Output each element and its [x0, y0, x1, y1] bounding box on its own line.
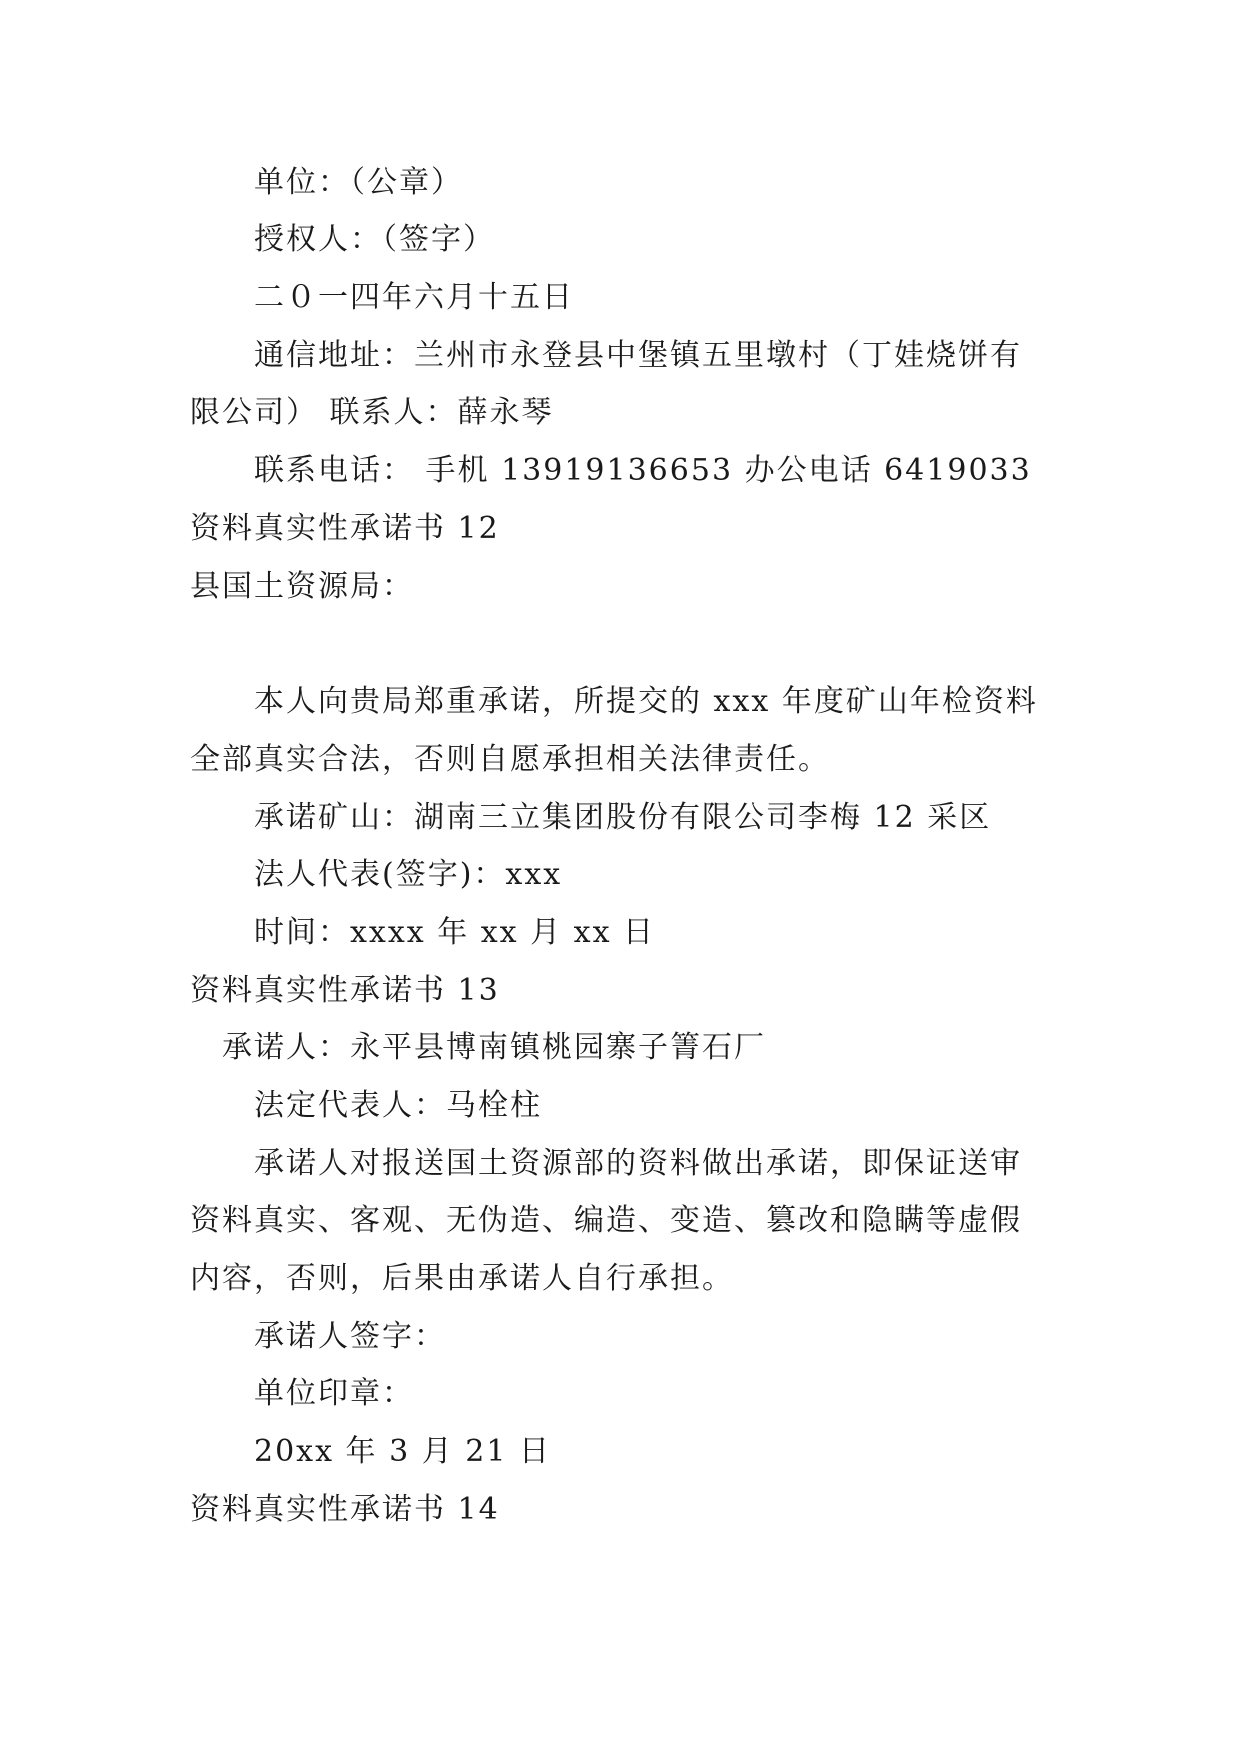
mine-line: 承诺矿山：湖南三立集团股份有限公司李梅 12 采区: [254, 800, 992, 835]
commitment-paragraph-line-2: 全部真实合法，否则自愿承担相关法律责任。: [190, 742, 830, 777]
promisor-signature-line: 承诺人签字：: [254, 1319, 446, 1354]
contact-person-line: 限公司） 联系人：薛永琴: [190, 395, 554, 430]
commitment-text-line-1: 承诺人对报送国土资源部的资料做出承诺，即保证送审: [254, 1146, 1022, 1181]
unit-stamp-line: 单位印章：: [254, 1376, 414, 1411]
commitment-text-line-2: 资料真实、客观、无伪造、编造、变造、篡改和隐瞒等虚假: [190, 1203, 1022, 1238]
section-heading-12: 资料真实性承诺书 12: [190, 511, 500, 546]
promisor-line: 承诺人：永平县博南镇桃园寨子箐石厂: [222, 1030, 766, 1065]
time-line: 时间：xxxx 年 xx 月 xx 日: [254, 915, 656, 950]
addressee-line: 县国土资源局：: [190, 569, 414, 604]
section-heading-13: 资料真实性承诺书 13: [190, 973, 500, 1008]
authorized-person-line: 授权人：（签字）: [254, 222, 495, 257]
signature-date-line: 20xx 年 3 月 21 日: [254, 1434, 551, 1469]
legal-representative-name-line: 法定代表人：马栓柱: [254, 1088, 542, 1123]
commitment-paragraph-line-1: 本人向贵局郑重承诺，所提交的 xxx 年度矿山年检资料: [254, 684, 1038, 719]
address-line: 通信地址：兰州市永登县中堡镇五里墩村（丁娃烧饼有: [254, 338, 1022, 373]
phone-line: 联系电话： 手机 13919136653 办公电话 6419033: [254, 453, 1032, 488]
legal-representative-line: 法人代表(签字)：xxx: [254, 857, 563, 892]
date-line: 二０一四年六月十五日: [254, 280, 574, 315]
section-heading-14: 资料真实性承诺书 14: [190, 1492, 500, 1527]
commitment-text-line-3: 内容，否则，后果由承诺人自行承担。: [190, 1261, 734, 1296]
unit-seal-line: 单位：（公章）: [254, 165, 463, 200]
